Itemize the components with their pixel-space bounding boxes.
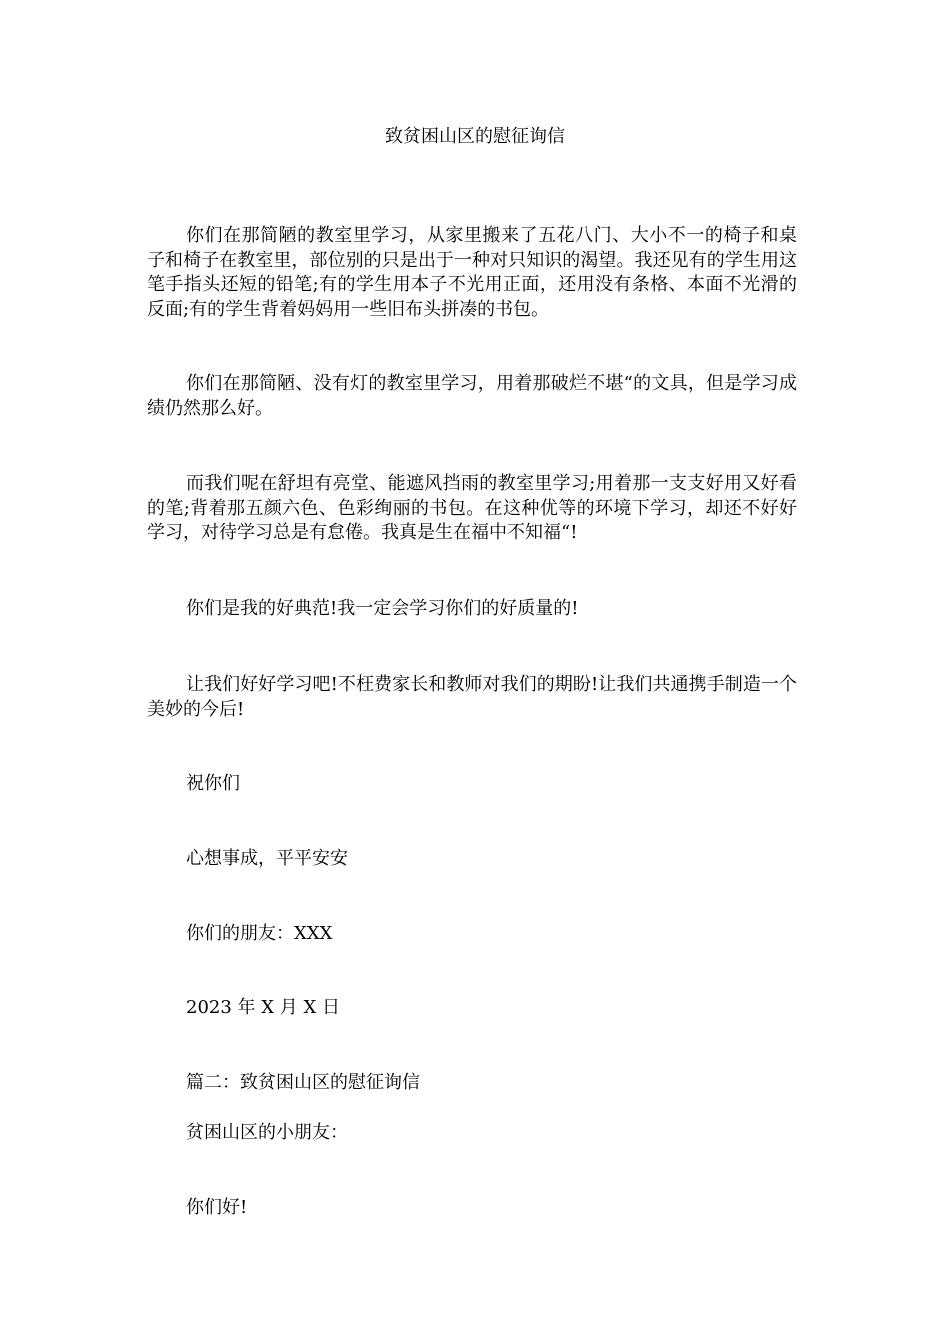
closing-wish: 祝你们 [186, 773, 240, 794]
paragraph-2: 你们在那简陋、没有灯的教室里学习，用着那破烂不堪“的文具，但是学习成绩仍然那么好。 [147, 373, 797, 419]
part-two-heading: 篇二：致贫困山区的慰征询信 [186, 1072, 420, 1093]
part-two-salutation: 贫困山区的小朋友： [186, 1122, 348, 1143]
paragraph-4: 你们是我的好典范!我一定会学习你们的好质量的! [186, 598, 579, 619]
paragraph-5: 让我们好好学习吧!不枉费家长和教师对我们的期盼!让我们共通携手制造一个美妙的今后! [147, 674, 797, 720]
part-two-greeting: 你们好! [186, 1197, 248, 1218]
paragraph-1: 你们在那简陋的教室里学习，从家里搬来了五花八门、大小不一的椅子和桌子和椅子在教室里，部位别的只是出于一种对只知识的渴望。我还见有的学生用这笔手指头还短的铅笔;有的学生用本子不光用正面，还用没有条格、本面不光滑的反面;有的学生背着妈妈用一些旧布头拼凑的书包。 [147, 225, 797, 320]
paragraph-3: 而我们呢在舒坦有亮堂、能遮风挡雨的教室里学习;用着那一支支好用又好看的笔;背着那五颜六色、色彩绚丽的书包。在这种优等的环境下学习，却还不好好学习，对待学习总是有怠倦。我真是生在福中不知福“! [147, 473, 797, 543]
document-title: 致贫困山区的慰征询信 [385, 126, 565, 147]
signature: 你们的朋友：XXX [186, 923, 333, 944]
closing-blessing: 心想事成，平平安安 [186, 848, 348, 869]
letter-date: 2023 年 X 月 X 日 [186, 997, 341, 1018]
